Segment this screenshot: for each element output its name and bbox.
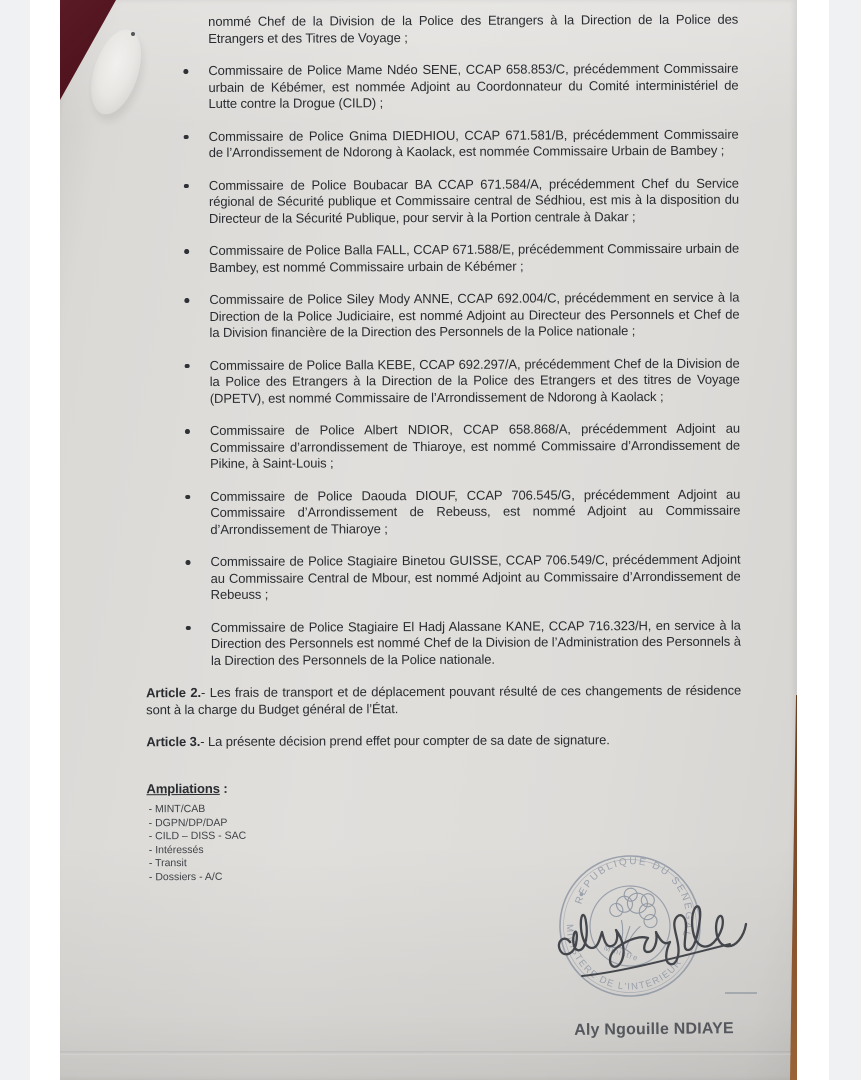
appointment-item: Commissaire de Police Stagiaire Binetou GUISSE, CCAP 706.549/C, précédemment Adjoint au Commissaire Central de Mbour, est nommé Adjoint au Commissaire d’Arrondissement de Rebeuss ; xyxy=(210,551,741,602)
viewer-inner-margin-left xyxy=(30,0,60,1080)
article-2-text: - Les frais de transport et de déplacement pouvant résulté de ces changements de résidence sont à la charge du Budget général de l’État. xyxy=(146,682,742,717)
appointment-item: Commissaire de Police Boubacar BA CCAP 671.584/A, précédemment Chef du Service régional de Sécurité publique et Commissaire central de Sédhiou, est mis à la disposition du Directeur de la Sécurité Publique, pour servir à la Portion centrale à Dakar ; xyxy=(208,175,739,226)
handwritten-signature xyxy=(552,884,764,984)
ampliation-item: - MINT/CAB xyxy=(148,802,206,816)
ampliation-item: - Transit xyxy=(148,857,187,870)
ampliation-item: - Intéressés xyxy=(148,843,204,856)
appointments-list xyxy=(143,61,741,670)
article-3-label: Article 3. xyxy=(146,733,201,750)
ampliation-item: - Dossiers - A/C xyxy=(148,870,223,883)
viewer-inner-margin-right xyxy=(797,0,829,1080)
article-2-label: Article 2. xyxy=(146,684,202,701)
document-photo xyxy=(60,0,797,1080)
appointment-item: Commissaire de Police Balla KEBE, CCAP 692.297/A, précédemment Chef de la Division de la Police des Etrangers à la Direction de la Police des Etrangers et des titres de Voyage (DPETV), est nommé Commissaire de l’Arrondissement de Ndorong à Kaolack ; xyxy=(209,355,740,406)
appointment-item: Commissaire de Police Balla FALL, CCAP 671.588/E, précédemment Commissaire urbain de Bambey, est nommé Commissaire urbain de Kébémer ; xyxy=(209,240,740,275)
ampliations-title: Ampliations : xyxy=(146,780,228,796)
appointment-item: Commissaire de Police Albert NDIOR, CCAP 658.868/A, précédemment Adjoint au Commissaire d’arrondissement de Thiaroye, est nommé Commissaire d’Arrondissement de Pikine, à Saint-Louis ; xyxy=(209,420,741,471)
appointment-item: Commissaire de Police Mame Ndéo SENE, CCAP 658.853/C, précédemment Commissaire urbain de Kébémer, est nommée Adjoint au Coordonnateur du Comité interministériel de Lutte contre la Drogue (CILD) ; xyxy=(208,60,739,111)
appointment-item: Commissaire de Police Stagiaire El Hadj Alassane KANE, CCAP 716.323/H, en service à la Direction des Personnels est nommé Chef de la Division de l’Administration des Personnels à la Direction des Personnels de la Police nationale. xyxy=(210,617,741,668)
article-3-text: - La présente décision prend effet pour compter de sa date de signature. xyxy=(200,732,610,749)
ink-dash-mark xyxy=(725,992,757,994)
ampliation-item: - DGPN/DP/DAP xyxy=(148,816,228,829)
seal-center-text: Ministre xyxy=(602,943,640,963)
signatory-name: Aly Ngouille NDIAYE xyxy=(574,1020,734,1039)
intro-continuation-text: nommé Chef de la Division de la Police des Etrangers à la Direction de la Police des Etrangers et des Titres de Voyage ; xyxy=(208,11,739,46)
ampliation-item: - CILD – DISS - SAC xyxy=(148,829,247,843)
paper-crease xyxy=(60,1051,791,1055)
appointment-item: Commissaire de Police Siley Mody ANNE, CCAP 692.004/C, précédemment en service à la Direction de la Police Judiciaire, est nommé Adjoint au Directeur des Personnels et Chef de la Division financière de la Direction des Personnels de la Police nationale ; xyxy=(209,289,740,340)
appointment-item: Commissaire de Police Daouda DIOUF, CCAP 706.545/G, précédemment Adjoint au Commissaire d’Arrondissement de Rebeuss, est nommé Adjoint au Commissaire d’Arrondissement de Thiaroye ; xyxy=(210,486,741,537)
seal-bottom-text: MINISTERE DE L'INTERIEUR xyxy=(563,923,685,993)
document-body xyxy=(58,0,799,885)
article-2 xyxy=(146,683,741,719)
article-3 xyxy=(146,732,741,751)
seal-top-text: REPUBLIQUE DU SENEGAL xyxy=(573,856,694,940)
appointment-item: Commissaire de Police Gnima DIEDHIOU, CCAP 671.581/B, précédemment Commissaire de l’Arrondissement de Ndorong à Kaolack, est nommée Commissaire Urbain de Bambey ; xyxy=(208,126,739,160)
